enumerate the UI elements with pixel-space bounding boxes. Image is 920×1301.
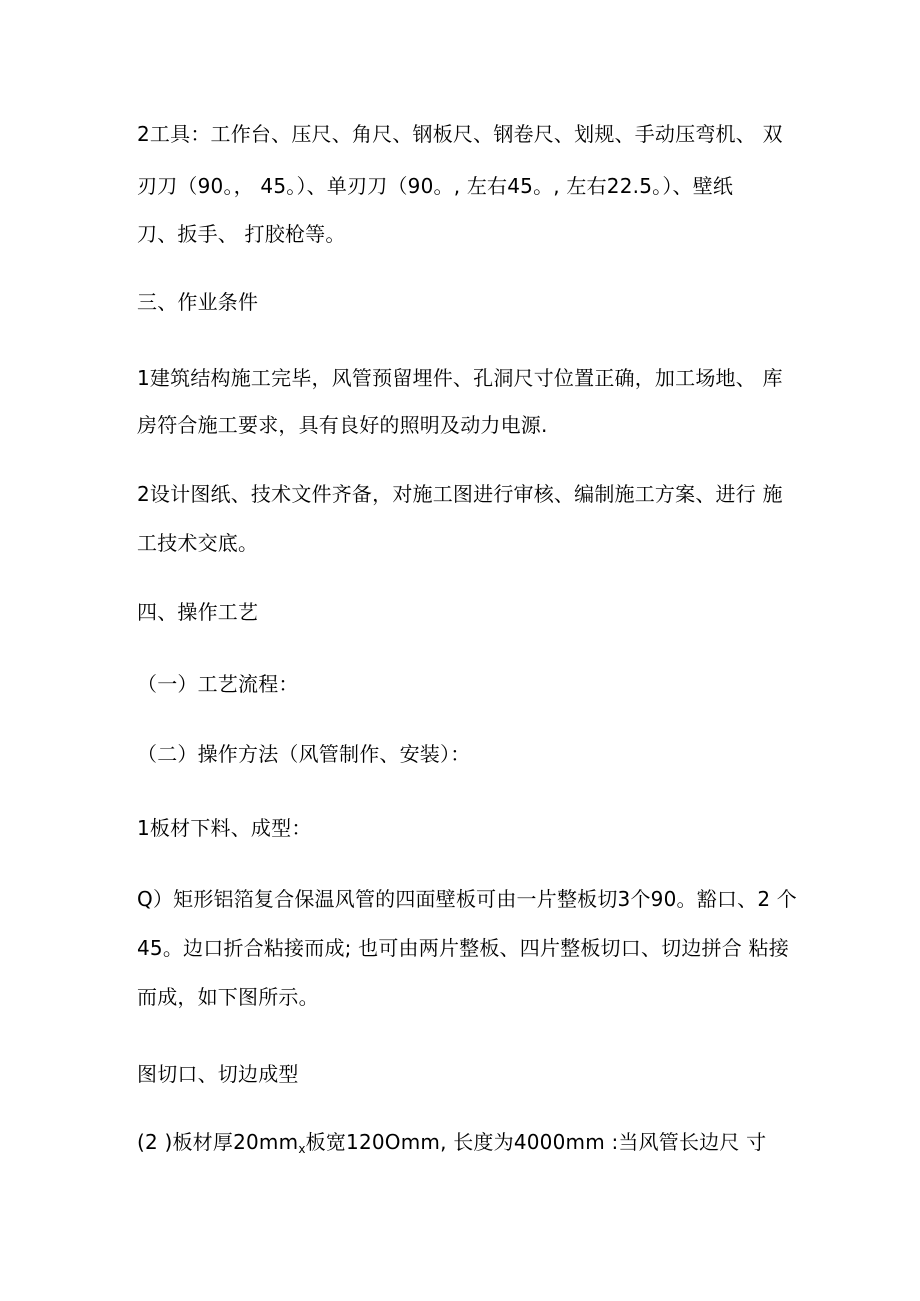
method-line-1: Q）矩形铝箔复合保温风管的四面壁板可由一片整板切3个90。豁口、2 个 — [137, 887, 797, 911]
tools-line-1: 2工具：工作台、压尺、角尺、钢板尺、钢卷尺、划规、手动压弯机、 双 — [137, 122, 783, 146]
figure-caption: 图切口、切边成型 — [137, 1062, 299, 1086]
section-heading-process: 四、操作工艺 — [137, 600, 259, 624]
subheading-flow: （一）工艺流程： — [137, 672, 299, 696]
board-spec-line — [137, 1130, 787, 1161]
method-line-2: 45。边口折合粘接而成; 也可由两片整板、四片整板切口、切边拼合 粘接 — [137, 936, 789, 960]
tools-line-3: 刀、扳手、 打胶枪等。 — [137, 222, 346, 246]
condition-1-line-2: 房符合施工要求，具有良好的照明及动力电源. — [137, 413, 548, 437]
condition-2-line-1: 2设计图纸、技术文件齐备，对施工图进行审核、编制施工方案、进行 施 — [137, 482, 783, 506]
subheading-method: （二）操作方法（风管制作、安装）： — [137, 742, 471, 766]
board-spec-part-a: (2 )板材厚20mm — [137, 1130, 299, 1154]
item-cutting-forming: 1板材下料、成型： — [137, 816, 312, 840]
tools-line-2: 刃刀（90。， 45。）、单刃刀（90。, 左右45。, 左右22.5。）、壁纸 — [137, 174, 734, 198]
board-spec-subscript: x — [298, 1142, 306, 1156]
board-spec-part-b: 板宽120Omm, 长度为4000mm :当风管长边尺 寸 — [305, 1130, 767, 1154]
condition-2-line-2: 工技术交底。 — [137, 531, 259, 555]
section-heading-conditions: 三、作业条件 — [137, 290, 259, 314]
method-line-3: 而成，如下图所示。 — [137, 985, 319, 1009]
condition-1-line-1: 1建筑结构施工完毕，风管预留埋件、孔洞尺寸位置正确，加工场地、 库 — [137, 366, 783, 390]
